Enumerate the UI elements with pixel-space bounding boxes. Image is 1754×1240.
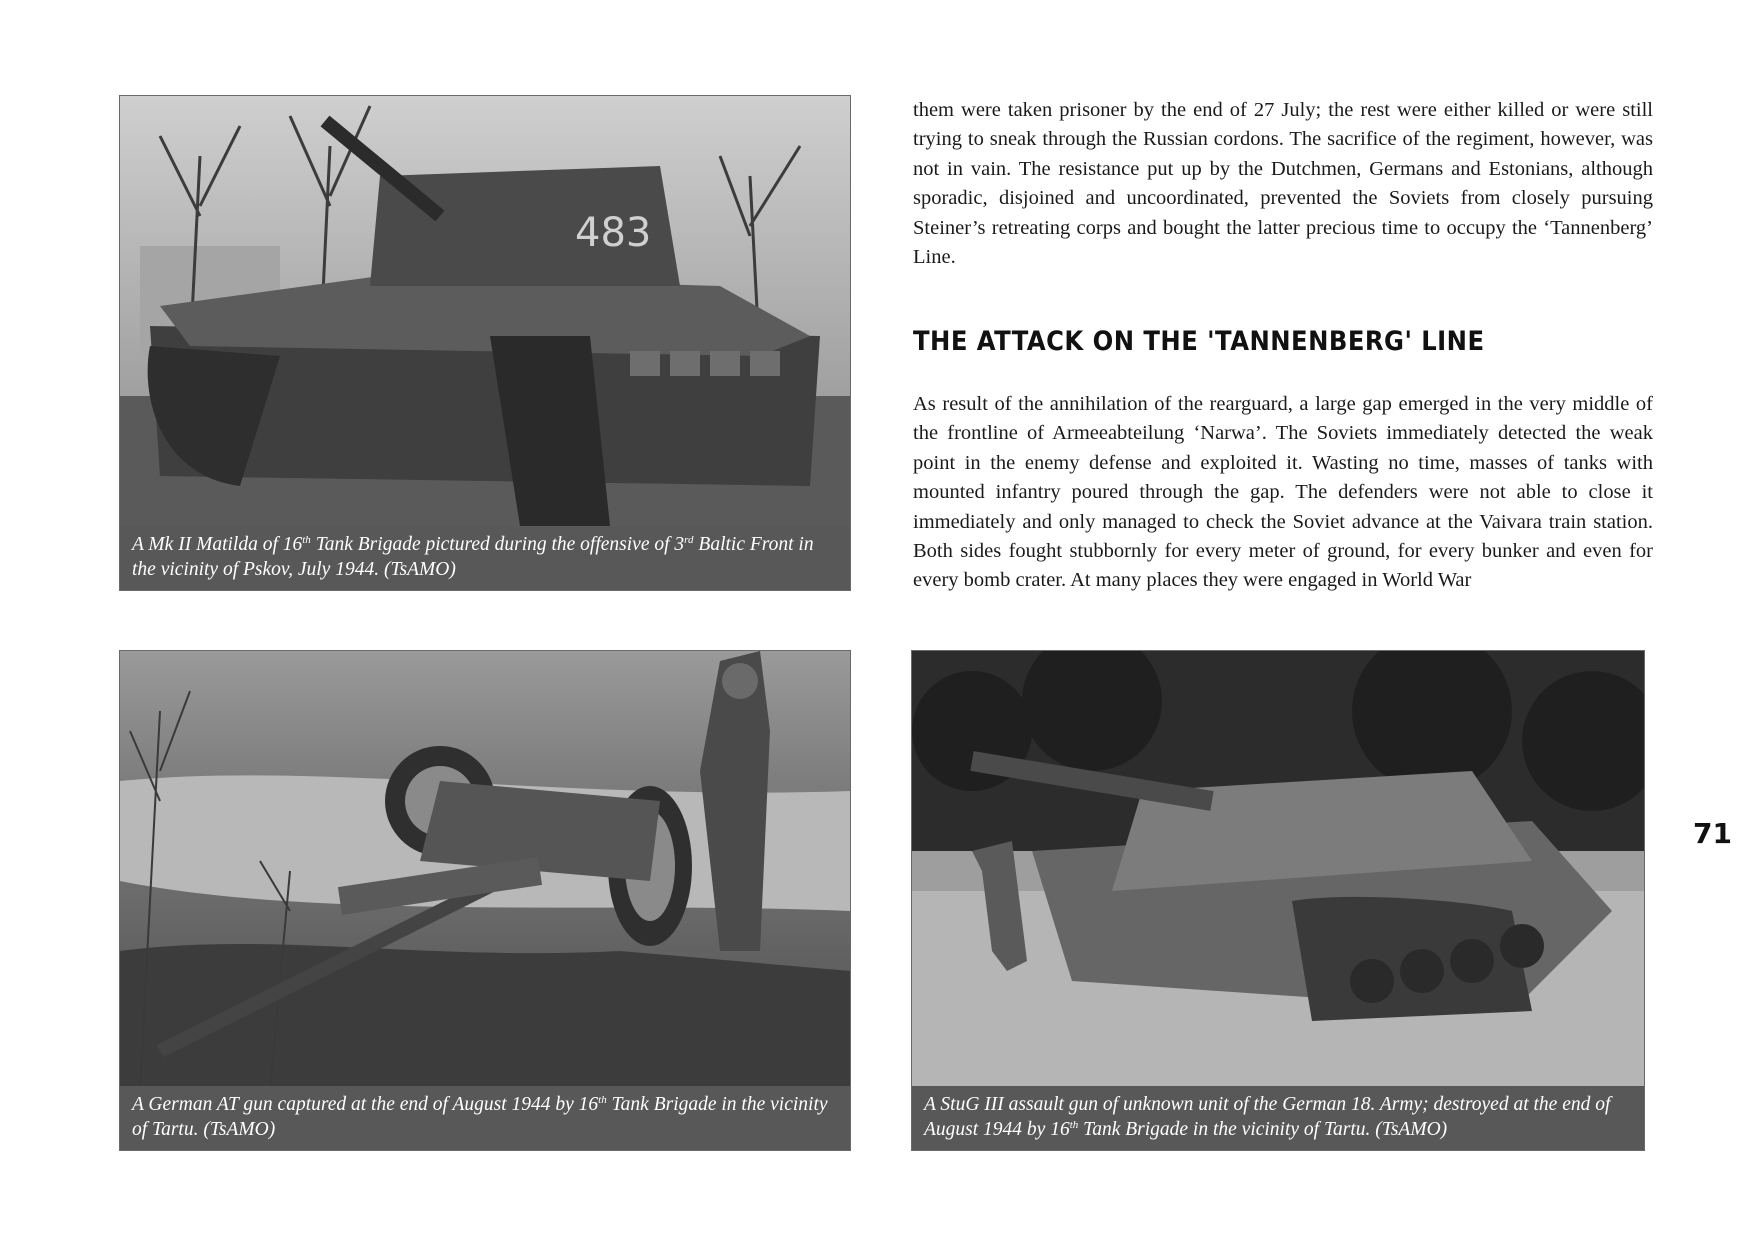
at-gun-photo-icon xyxy=(120,651,850,1091)
figure-at-gun xyxy=(119,650,851,1151)
body-paragraph: As result of the annihilation of the rearguard, a large gap emerged in the very middle of the frontline of Armeeabteilung ‘Narwa’. The Soviets immediately detected the weak point in the enemy defense and exploited it. Wasting no time, masses of tanks with mounted infantry poured through the gap. The defenders were not able to close it immediately and only managed to check the Soviet advance at the Vaivara train station. Both sides fought stubbornly for every meter of ground, for every bunker and even for every bomb crater. At many places they were engaged in World War xyxy=(913,393,1653,592)
svg-text:483: 483 xyxy=(575,210,652,256)
figure-caption: A Mk II Matilda of 16th Tank Brigade pictured during the offensive of 3rd Baltic Front in the vicinity of Pskov, July 1944. (TsAMO) xyxy=(120,526,850,590)
figure-caption: A StuG III assault gun of unknown unit of the German 18. Army; destroyed at the end of August 1944 by 16th Tank Brigade in the vicinity of Tartu. (TsAMO) xyxy=(912,1086,1644,1150)
figure-stug xyxy=(911,650,1645,1151)
figure-caption: A German AT gun captured at the end of August 1944 by 16th Tank Brigade in the vicinity of Tartu. (TsAMO) xyxy=(120,1086,850,1150)
section-heading: THE ATTACK ON THE 'TANNENBERG' LINE xyxy=(913,326,1485,357)
assault-gun-photo-icon xyxy=(912,651,1644,1091)
tank-photo-icon xyxy=(120,96,850,536)
body-paragraph: them were taken prisoner by the end of 27 July; the rest were either killed or were still trying to sneak through the Russian cordons. The sacrifice of the regiment, however, was not in vain. The resistance put up by the Dutchmen, Germans and Estonians, although sporadic, disjoined and uncoordinated, prevented the Soviets from closely pursuing Steiner’s retreating corps and bought the latter precious time to occupy the ‘Tannenberg’ Line. xyxy=(913,99,1653,269)
page-number: 71 xyxy=(1693,817,1732,850)
figure-matilda xyxy=(119,95,851,591)
